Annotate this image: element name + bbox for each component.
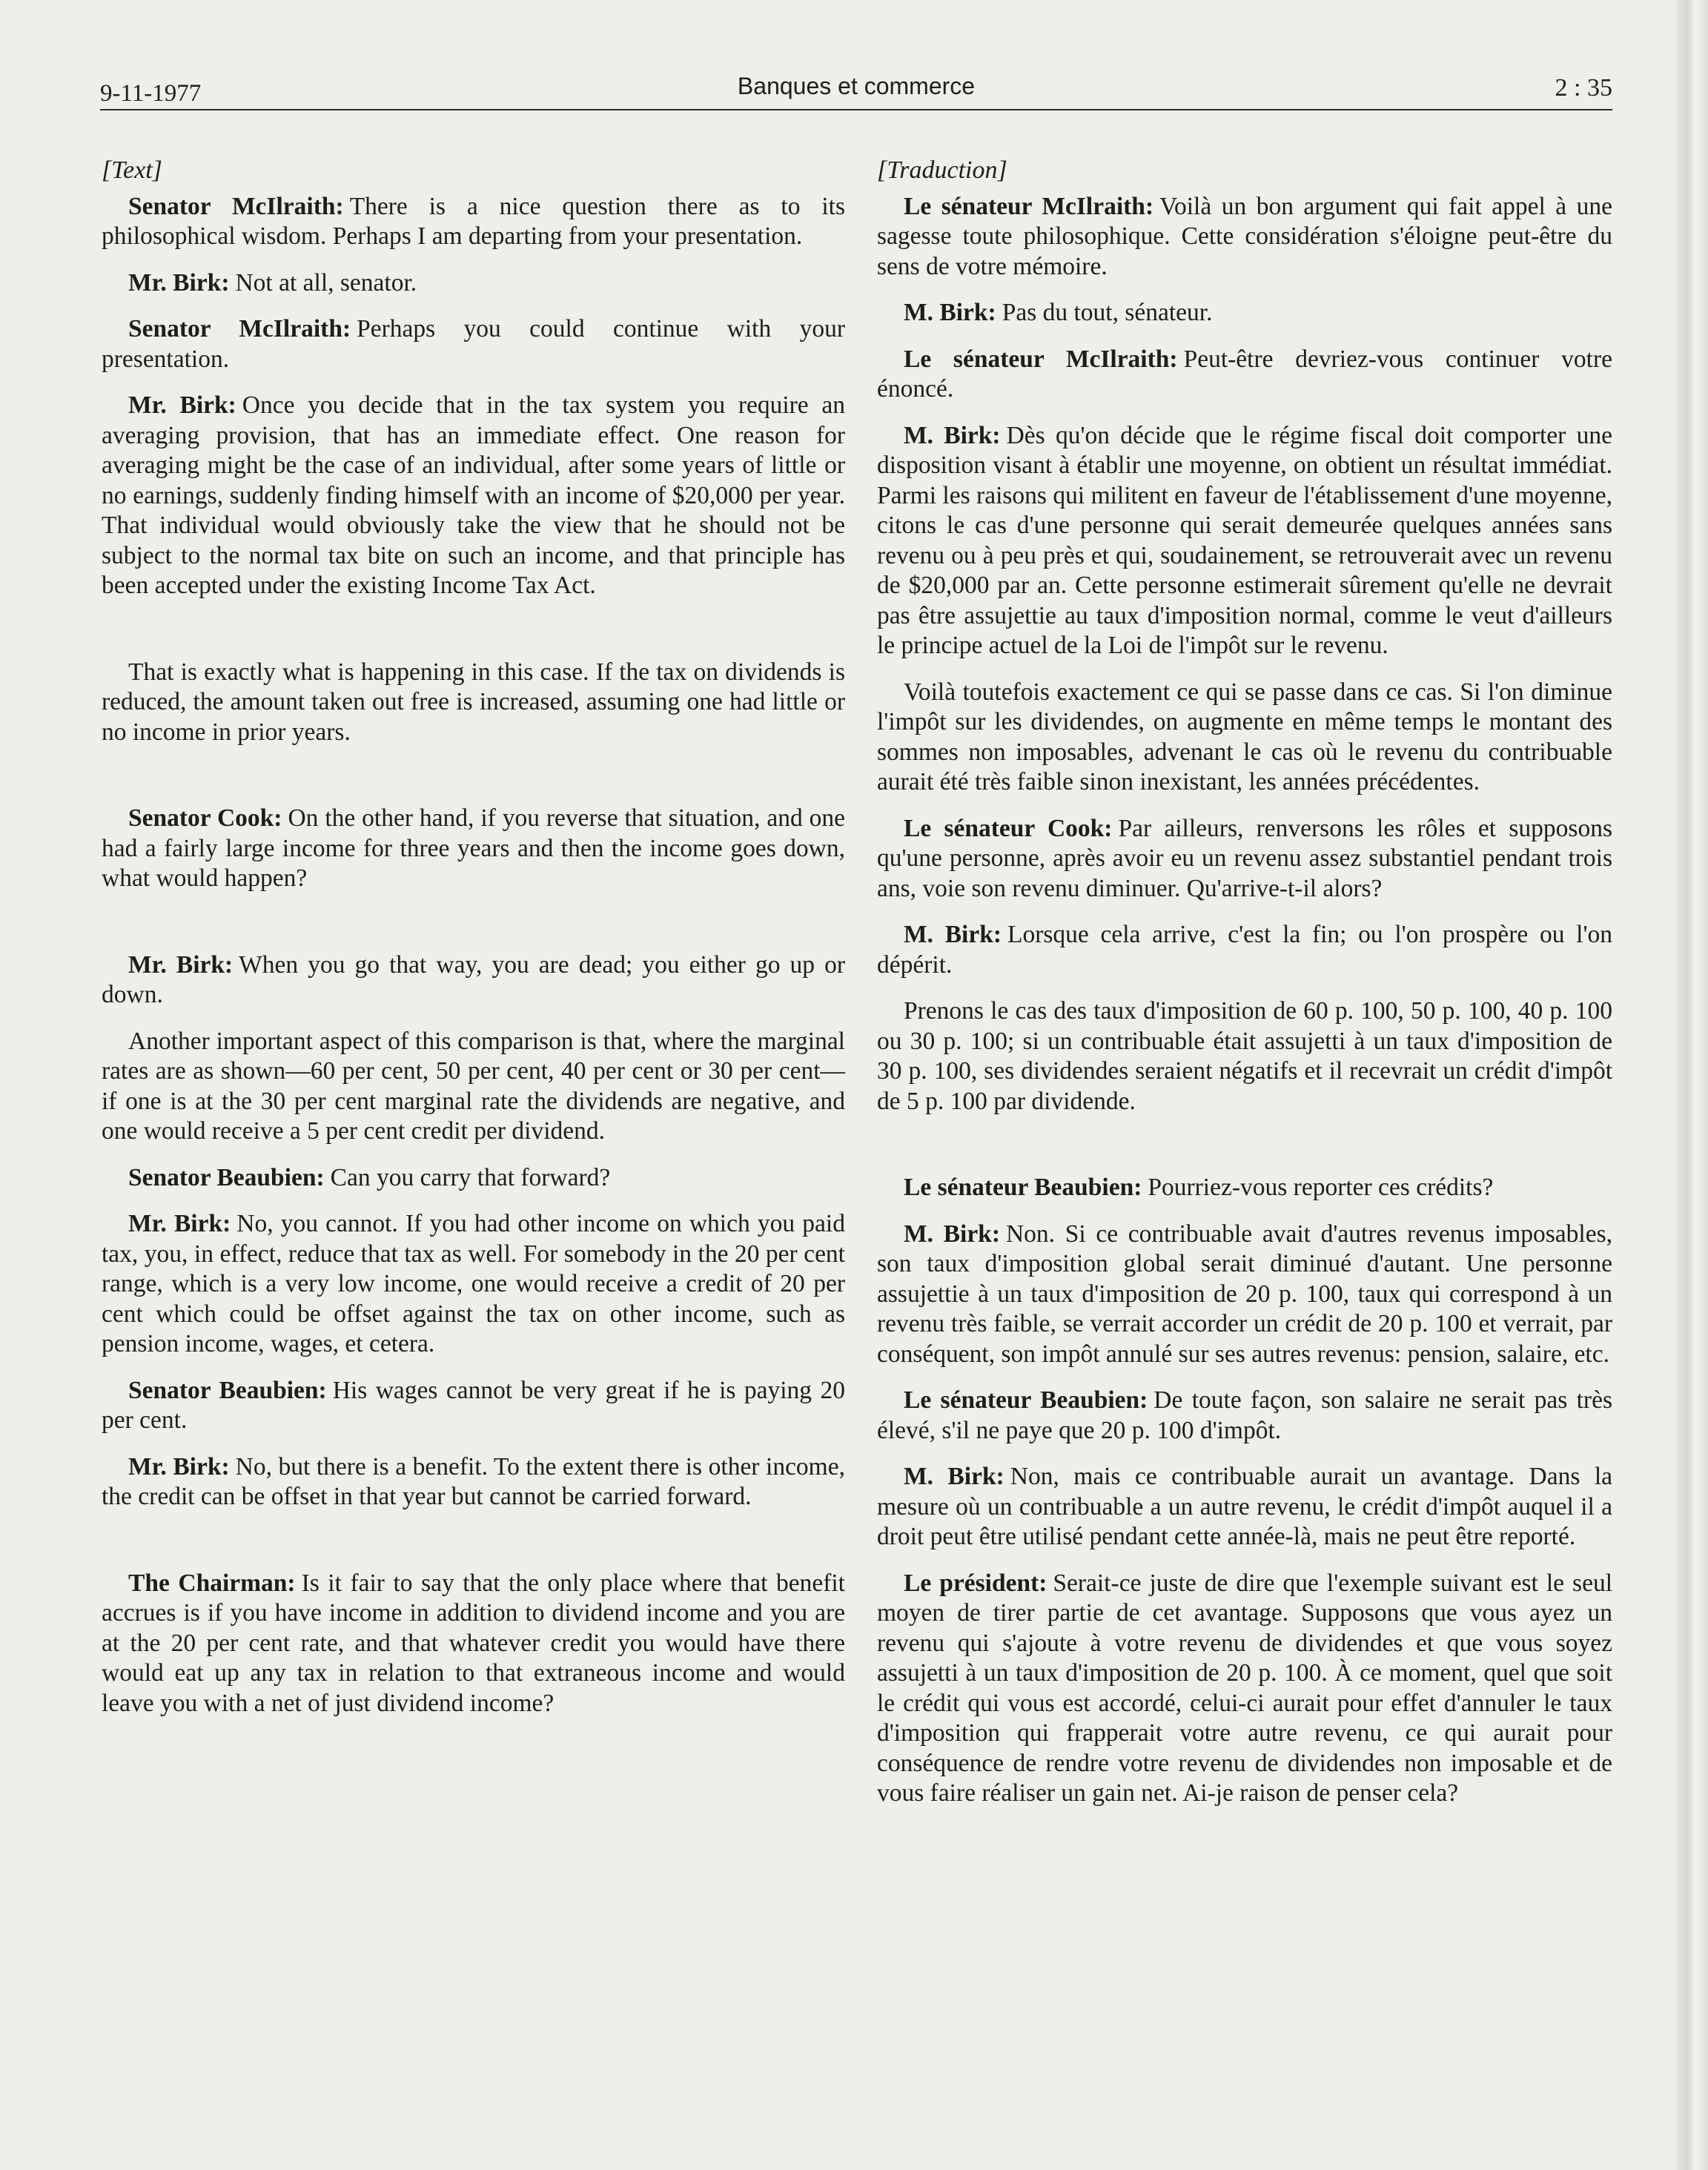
speech-text: Pas du tout, sénateur. xyxy=(1002,299,1213,326)
speaker-name: Senator McIlraith: xyxy=(128,192,344,220)
speech-text: Prenons le cas des taux d'imposition de 60 p. 100, 50 p. 100, 40 p. 100 ou 30 p. 100; si un contribuable était assujetti à un taux d'imposition de 30 p. 100, ses dividendes seraient négatifs et il recevrait un crédit d'impôt de 5 p. 100 par dividende. xyxy=(877,997,1612,1115)
speech-text: Non. Si ce contribuable avait d'autres revenus imposables, son taux d'imposition global serait diminué d'autant. Une personne assujettie à un taux d'imposition de 20 p. 100, taux qui correspond à un revenu très faible, se verrait accorder un crédit de 20 p. 100 et verrait, par conséquent, son impôt annulé sur ses autres revenus: pension, salaire, etc. xyxy=(877,1220,1613,1368)
transcript-paragraph xyxy=(102,950,845,1010)
page-edge xyxy=(1677,0,1708,2170)
speech-text: Dès qu'on décide que le régime fiscal doit comporter une disposition visant à établir une moyenne, on obtient un résultat immédiat. Parmi les raisons qui militent en faveur de l'établissement d'une moyenne, citons le cas d'une personne qui serait demeurée quelques années sans revenu ou à peu près et qui, soudainement, se retrouverait avec un revenu de $20,000 par an. Cette personne estimerait sûrement qu'elle ne devrait pas être assujettie au taux d'imposition normal, comme le veut d'ailleurs le principe actuel de la Loi de l'impôt sur le revenu. xyxy=(877,421,1612,659)
transcript-paragraph xyxy=(877,996,1612,1117)
speaker-name: Le sénateur Beaubien: xyxy=(904,1174,1142,1201)
speech-text: No, but there is a benefit. To the extent there is other income, the credit can be offset in that year but cannot be carried forward. xyxy=(102,1452,845,1510)
speaker-name: M. Birk: xyxy=(904,1463,1004,1490)
speaker-name: Mr. Birk: xyxy=(128,950,234,979)
speaker-name: Mr. Birk: xyxy=(128,268,230,297)
column-label-text: [Text] xyxy=(102,156,162,184)
speech-text: Perhaps you could continue with your presentation. xyxy=(102,315,845,373)
speech-text: De toute façon, son salaire ne serait pas très élevé, s'il ne paye que 20 p. 100 d'impôt. xyxy=(877,1386,1612,1444)
speech-text: Once you decide that in the tax system you require an averaging provision, that has an immediate effect. One reason for averaging might be the case of an individual, after some years of little or no earnings, suddenly finding himself with an income of $20,000 per year. That individual would obviously take the view that he should not be subject to the normal tax bite on such an income, and that principle has been accepted under the existing Income Tax Act. xyxy=(102,391,845,599)
transcript-paragraph xyxy=(102,804,845,894)
speaker-name: Senator McIlraith: xyxy=(128,315,351,343)
speech-text: Another important aspect of this comparison is that, where the marginal rates are as shown—60 per cent, 50 per cent, 40 per cent or 30 per cent—if one is at the 30 per cent marginal rate the dividends are negative, and one would receive a 5 per cent credit per dividend. xyxy=(102,1027,845,1145)
speaker-name: Mr. Birk: xyxy=(128,391,236,419)
speaker-name: Le sénateur McIlraith: xyxy=(904,192,1154,220)
speaker-name: Senator Cook: xyxy=(128,804,282,832)
speech-text: On the other hand, if you reverse that situation, and one had a fairly large income for three years and then the income goes down, what would happen? xyxy=(102,804,845,892)
speaker-name: Senator Beaubien: xyxy=(128,1376,327,1404)
speaker-name: Le président: xyxy=(904,1569,1047,1597)
speech-text: Not at all, senator. xyxy=(235,268,417,297)
transcript-paragraph xyxy=(102,192,845,252)
transcript-paragraph xyxy=(102,268,845,299)
transcript-paragraph xyxy=(877,1462,1612,1552)
speaker-name: M. Birk: xyxy=(904,299,996,326)
speaker-name: Senator Beaubien: xyxy=(128,1163,325,1191)
page-header xyxy=(100,73,1612,117)
speech-text: Voilà un bon argument qui fait appel à une sagesse toute philosophique. Cette considération s'éloigne peut-être du sens de votre mémoire. xyxy=(877,192,1613,280)
speaker-name: Mr. Birk: xyxy=(128,1210,231,1237)
english-column xyxy=(102,156,845,1735)
speaker-name: Le sénateur Cook: xyxy=(904,814,1113,842)
transcript-paragraph xyxy=(877,814,1612,904)
transcript-paragraph xyxy=(102,658,845,748)
transcript-paragraph xyxy=(877,421,1612,661)
transcript-paragraph xyxy=(102,1209,845,1360)
header-title: Banques et commerce xyxy=(737,73,976,99)
speaker-name: Le sénateur McIlraith: xyxy=(904,345,1178,373)
speech-text: Can you carry that forward? xyxy=(330,1163,611,1191)
speaker-name: M. Birk: xyxy=(904,1220,1000,1248)
speech-text: When you go that way, you are dead; you either go up or down. xyxy=(102,950,845,1008)
transcript-paragraph xyxy=(102,1027,845,1147)
transcript-paragraph xyxy=(102,1569,845,1719)
transcript-paragraph xyxy=(877,920,1612,980)
transcript-paragraph xyxy=(877,192,1612,282)
header-date: 9-11-1977 xyxy=(100,80,202,107)
speech-text: Serait-ce juste de dire que l'exemple suivant est le seul moyen de tirer partie de cet avantage. Supposons que vous ayez un revenu qui s'ajoute à votre revenu de dividendes et que vous soyez assujetti à un taux d'imposition de 20 p. 100. À ce moment, quel que soit le crédit qui vous est accordé, celui-ci aurait pour effet d'annuler le taux d'imposition qui frapperait votre autre revenu, ce qui aurait pour conséquence de rendre votre revenu de dividendes non imposable et de vous faire réaliser un gain net. Ai-je raison de penser cela? xyxy=(877,1569,1612,1807)
transcript-paragraph xyxy=(877,1220,1612,1370)
speech-text: There is a nice question there as to its philosophical wisdom. Perhaps I am departing from your presentation. xyxy=(102,192,845,250)
header-page-number: 2 : 35 xyxy=(1555,74,1612,102)
speaker-name: Le sénateur Beaubien: xyxy=(904,1386,1148,1414)
speech-text: Lorsque cela arrive, c'est la fin; ou l'on prospère ou l'on dépérit. xyxy=(877,921,1612,979)
speech-text: Is it fair to say that the only place where that benefit accrues is if you have income in addition to dividend income and you are at the 20 per cent rate, and that whatever credit you would have there would eat up any tax in relation to that extraneous income and would leave you with a net of just dividend income? xyxy=(102,1569,845,1717)
speaker-name: Mr. Birk: xyxy=(128,1452,230,1481)
speech-text: That is exactly what is happening in this case. If the tax on dividends is reduced, the amount taken out free is increased, assuming one had little or no income in prior years. xyxy=(102,658,845,746)
transcript-paragraph xyxy=(102,1163,845,1194)
speech-text: Pourriez-vous reporter ces crédits? xyxy=(1148,1174,1494,1201)
transcript-paragraph xyxy=(102,391,845,601)
speaker-name: M. Birk: xyxy=(904,921,1002,948)
speech-text: His wages cannot be very great if he is paying 20 per cent. xyxy=(102,1376,845,1434)
transcript-paragraph xyxy=(877,345,1612,405)
transcript-paragraph xyxy=(877,1569,1612,1809)
speech-text: Par ailleurs, renversons les rôles et supposons qu'une personne, après avoir eu un revenu assez substantiel pendant trois ans, voie son revenu diminuer. Qu'arrive-t-il alors? xyxy=(877,814,1612,902)
header-rule xyxy=(100,109,1612,110)
transcript-paragraph xyxy=(877,1173,1612,1203)
transcript-paragraph xyxy=(102,1376,845,1436)
speech-text: Voilà toutefois exactement ce qui se passe dans ce cas. Si l'on diminue l'impôt sur les dividendes, on augmente en même temps le montant des sommes non imposables, advenant le cas où le revenu du contribuable aurait été très faible sinon inexistant, les années précédentes. xyxy=(877,678,1612,795)
speech-text: Peut-être devriez-vous continuer votre énoncé. xyxy=(877,345,1612,403)
transcript-paragraph xyxy=(102,1452,845,1512)
speaker-name: The Chairman: xyxy=(128,1569,296,1597)
speech-text: Non, mais ce contribuable aurait un avantage. Dans la mesure où un contribuable a un autre revenu, le crédit d'impôt auquel il a droit peut être utilisé pendant cette année-là, mais ne peut être reporté. xyxy=(877,1463,1612,1550)
speech-text: No, you cannot. If you had other income on which you paid tax, you, in effect, reduce that tax as well. For somebody in the 20 per cent range, which is a very low income, one would receive a credit of 20 per cent which could be offset against the tax on other income, such as pension income, wages, et cetera. xyxy=(102,1210,845,1357)
transcript-paragraph xyxy=(877,678,1612,798)
column-label-traduction: [Traduction] xyxy=(877,156,1007,184)
speaker-name: M. Birk: xyxy=(904,421,1001,449)
transcript-paragraph xyxy=(102,314,845,374)
french-column xyxy=(877,156,1612,1825)
transcript-paragraph xyxy=(877,298,1612,328)
transcript-paragraph xyxy=(877,1386,1612,1446)
